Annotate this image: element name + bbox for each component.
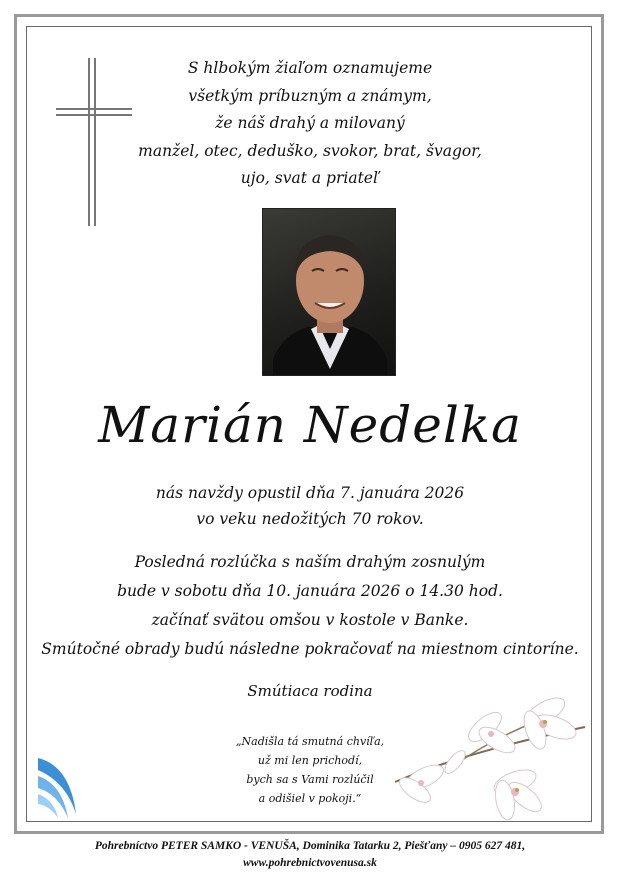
poem-line: už mi len prichodí, bbox=[257, 754, 363, 767]
death-info bbox=[40, 480, 580, 532]
funeral-line: začínať svätou omšou v kostole v Banke. bbox=[151, 611, 469, 629]
funeral-line: Posledná rozlúčka s naším drahým zosnulým bbox=[134, 553, 486, 571]
intro-line: manžel, otec, deduško, svokor, brat, švagor, bbox=[138, 141, 482, 160]
intro-line: že náš drahý a milovaný bbox=[215, 114, 405, 132]
intro-line: S hlbokým žiaľom oznamujeme bbox=[187, 59, 433, 77]
portrait-image bbox=[263, 209, 396, 376]
footer-website: www.pohrebnictvovenusa.sk bbox=[243, 857, 377, 869]
poem-line: bych sa s Vami rozlúčil bbox=[246, 773, 374, 786]
death-line: vo veku nedožitých 70 rokov. bbox=[196, 510, 424, 528]
funeral-line: Smútočné obrady budú následne pokračovať na miestnom cintoríne. bbox=[41, 640, 579, 658]
funeral-line: bude v sobotu dňa 10. januára 2026 o 14.30 hod. bbox=[117, 582, 503, 600]
wave-logo-icon bbox=[36, 752, 84, 820]
poem-line: „Nadišla tá smutná chvíľa, bbox=[235, 735, 385, 748]
death-line: nás navždy opustil dňa 7. januára 2026 bbox=[155, 484, 465, 502]
footer-address: Pohrebníctvo PETER SAMKO - VENUŠA, Dominika Tatarku 2, Piešťany – 0905 627 481, bbox=[94, 840, 526, 852]
magnolia-flowers bbox=[385, 682, 593, 820]
intro-line: ujo, svat a priateľ bbox=[240, 169, 380, 187]
family-signature: Smútiaca rodina bbox=[247, 682, 373, 700]
funeral-info bbox=[40, 548, 580, 664]
intro-text bbox=[40, 55, 580, 193]
intro-line: všetkým príbuzným a známym, bbox=[188, 86, 432, 105]
deceased-name: Marián Nedelka bbox=[98, 396, 522, 454]
poem-line: a odišiel v pokoji.“ bbox=[258, 792, 362, 805]
deceased-photo bbox=[262, 208, 396, 376]
